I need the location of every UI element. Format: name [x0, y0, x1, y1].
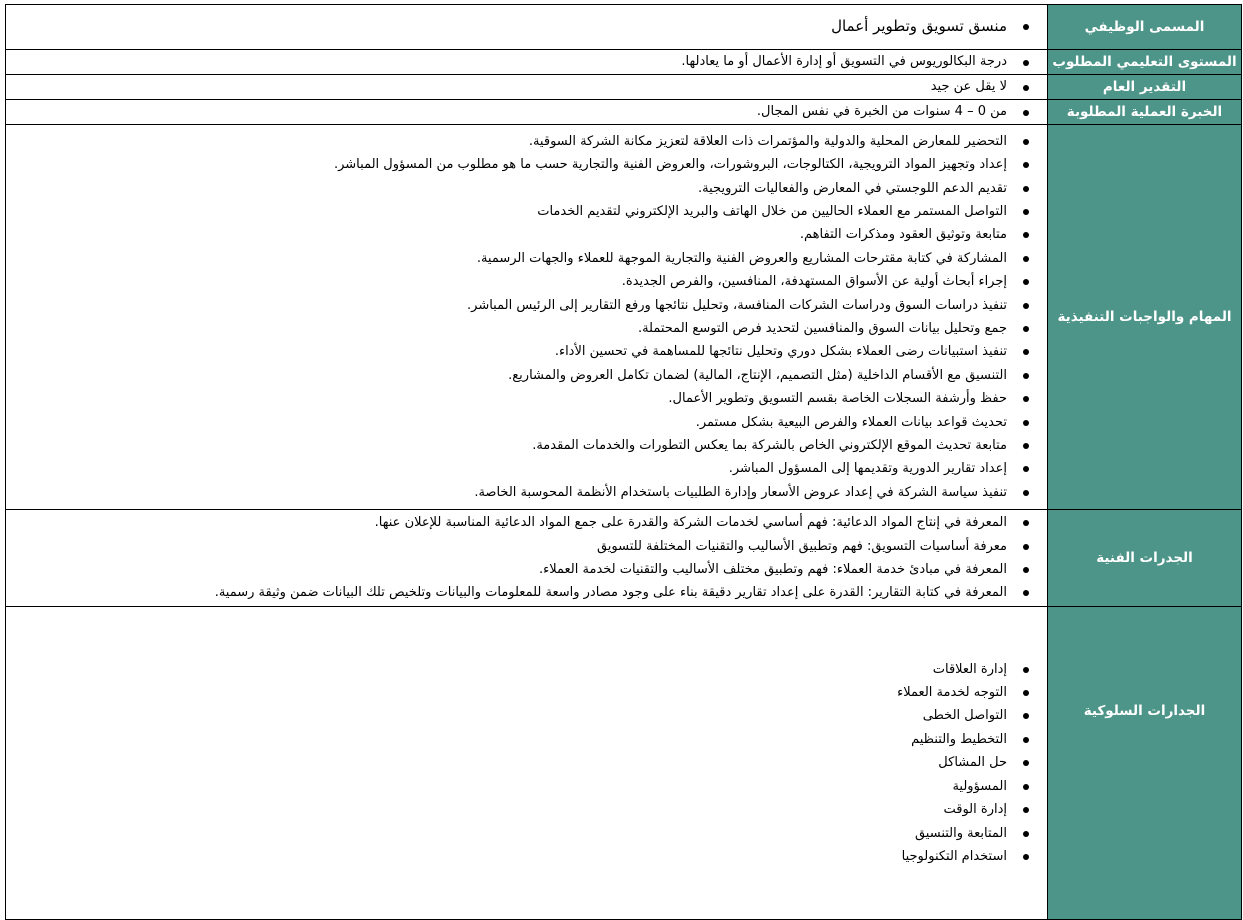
bullet-icon: [1023, 443, 1029, 449]
list-item: [6, 411, 1029, 434]
list-item: [6, 728, 1029, 751]
row-education-level: [6, 50, 1242, 75]
row-technical-competencies: [6, 510, 1242, 607]
list-item: [6, 845, 1029, 868]
bullet-icon: [1023, 279, 1029, 285]
bullet-icon: [1023, 713, 1029, 719]
item-text: تحديث قواعد بيانات العملاء والفرص البيعية بشكل مستمر.: [695, 414, 1007, 430]
item-text: المشاركة في كتابة مقترحات المشاريع والعروض الفنية والتجارية الموجهة للعملاء والجهات الرسمية.: [476, 250, 1007, 266]
item-text: إدارة الوقت: [943, 802, 1007, 818]
bullet-list: [6, 15, 1047, 38]
list-item: [6, 247, 1029, 270]
row-label: الجدرات الفنية: [1048, 510, 1242, 607]
row-required-experience: [6, 100, 1242, 125]
row-job-title: [6, 5, 1242, 50]
bullet-icon: [1023, 520, 1029, 526]
item-text: التنسيق مع الأقسام الداخلية (مثل التصميم، الإنتاج، المالية) لضمان تكامل العروض والمشاريع.: [508, 367, 1007, 383]
bullet-icon: [1023, 139, 1029, 145]
list-item: [6, 481, 1029, 504]
item-text: جمع وتحليل بيانات السوق والمنافسين لتحديد فرص التوسع المحتملة.: [637, 321, 1007, 336]
item-text: متابعة تحديث الموقع الإلكتروني الخاص بالشركة بما يعكس التطورات والخدمات المقدمة.: [532, 438, 1007, 454]
item-text: درجة البكالوريوس في التسويق أو إدارة الأعمال أو ما يعادلها.: [681, 54, 1007, 69]
item-text: إجراء أبحاث أولية عن الأسواق المستهدفة، المنافسين، والفرص الجديدة.: [621, 274, 1007, 290]
bullet-icon: [1023, 326, 1029, 332]
list-item: [6, 153, 1029, 176]
row-label: المسمى الوظيفي: [1048, 5, 1242, 50]
bullet-icon: [1023, 760, 1029, 766]
list-item: [6, 581, 1029, 604]
item-text: حفظ وأرشفة السجلات الخاصة بقسم التسويق وتطوير الأعمال.: [668, 391, 1007, 407]
item-text: التواصل المستمر مع العملاء الحاليين من خلال الهاتف والبريد الإلكتروني لتقديم الخدمات: [537, 203, 1007, 219]
bullet-icon: [1023, 807, 1029, 813]
bullet-icon: [1023, 420, 1029, 426]
bullet-list: [6, 51, 1047, 73]
item-text: المعرفة في إنتاج المواد الدعائية: فهم أساسي لخدمات الشركة والقدرة على جمع المواد الدعائية المناسبة للإعلان عنها.: [374, 515, 1007, 531]
item-text: تنفيذ سياسة الشركة في إعداد عروض الأسعار وإدارة الطلبيات باستخدام الأنظمة المحوسبة الخاصة.: [474, 484, 1007, 500]
list-item: [6, 387, 1029, 410]
list-item: [6, 751, 1029, 774]
list-item: [6, 704, 1029, 727]
item-text: تنفيذ دراسات السوق ودراسات الشركات المنافسة، وتحليل نتائجها ورفع التقارير إلى الرئيس المباشر.: [467, 297, 1007, 313]
bullet-icon: [1023, 85, 1029, 91]
row-label: الجدارات السلوكية: [1048, 607, 1242, 920]
bullet-icon: [1023, 232, 1029, 238]
item-text: إعداد وتجهيز المواد الترويجية، الكتالوجات، البروشورات، والعروض الفنية والتجارية حسب ما هو مطلوب من المسؤول المباشر.: [333, 157, 1007, 173]
row-content: [6, 100, 1048, 125]
list-item: [6, 457, 1029, 480]
list-item: [6, 223, 1029, 246]
bullet-icon: [1023, 544, 1029, 550]
bullet-icon: [1023, 466, 1029, 472]
list-item: [6, 294, 1029, 317]
bullet-icon: [1023, 567, 1029, 573]
list-item: [6, 775, 1029, 798]
row-content: [6, 5, 1048, 50]
list-item: [6, 51, 1029, 73]
row-general-grade: [6, 75, 1242, 100]
row-tasks-duties: [6, 125, 1242, 510]
bullet-list: [6, 658, 1047, 869]
bullet-icon: [1023, 490, 1029, 496]
list-item: [6, 101, 1029, 123]
list-item: [6, 76, 1029, 98]
item-text: منسق تسويق وتطوير أعمال: [831, 17, 1007, 36]
item-text: المسؤولية: [952, 778, 1007, 794]
item-text: التحضير للمعارض المحلية والدولية والمؤتمرات ذات العلاقة لتعزيز مكانة الشركة السوقية.: [528, 133, 1007, 149]
bullet-list: [6, 76, 1047, 98]
bullet-icon: [1023, 373, 1029, 379]
list-item: [6, 798, 1029, 821]
item-text: التواصل الخطى: [922, 708, 1007, 724]
bullet-list: [6, 511, 1047, 605]
item-text: المتابعة والتنسيق: [914, 825, 1007, 841]
row-behavioral-competencies: [6, 607, 1242, 920]
item-text: استخدام التكنولوجيا: [901, 848, 1007, 864]
list-item: [6, 200, 1029, 223]
row-content: [6, 510, 1048, 607]
item-text: من 0 – 4 سنوات من الخبرة في نفس المجال.: [756, 104, 1007, 119]
list-item: [6, 130, 1029, 153]
item-text: المعرفة في كتابة التقارير: القدرة على إعداد تقارير دقيقة بناء على وجود مصادر واسعة للمعلومات والبيانات وتلخيص تلك البيانات ضمن وثيقة رسمية.: [214, 585, 1007, 601]
list-item: [6, 317, 1029, 340]
list-item: [6, 364, 1029, 387]
bullet-icon: [1023, 396, 1029, 402]
row-content: [6, 75, 1048, 100]
item-text: المعرفة في مبادئ خدمة العملاء: فهم وتطبيق مختلف الأساليب والتقنيات لخدمة العملاء.: [539, 562, 1007, 577]
bullet-icon: [1023, 784, 1029, 790]
bullet-icon: [1023, 60, 1029, 66]
row-label: التقدير العام: [1048, 75, 1242, 100]
row-content: [6, 125, 1048, 510]
bullet-icon: [1023, 737, 1029, 743]
list-item: [6, 658, 1029, 681]
bullet-icon: [1023, 209, 1029, 215]
bullet-icon: [1023, 667, 1029, 673]
item-text: إدارة العلاقات: [932, 661, 1007, 677]
row-label: المهام والواجبات التنفيذية: [1048, 125, 1242, 510]
list-item: [6, 535, 1029, 558]
bullet-list: [6, 101, 1047, 123]
list-item: [6, 511, 1029, 534]
row-label: الخبرة العملية المطلوبة: [1048, 100, 1242, 125]
item-text: إعداد تقارير الدورية وتقديمها إلى المسؤول المباشر.: [728, 461, 1007, 477]
item-text: تقديم الدعم اللوجستي في المعارض والفعاليات الترويجية.: [698, 180, 1007, 196]
list-item: [6, 15, 1029, 38]
item-text: التوجه لخدمة العملاء: [897, 685, 1007, 701]
list-item: [6, 681, 1029, 704]
bullet-list: [6, 130, 1047, 505]
list-item: [6, 558, 1029, 581]
row-content: [6, 50, 1048, 75]
list-item: [6, 434, 1029, 457]
bullet-icon: [1023, 162, 1029, 168]
item-text: التخطيط والتنظيم: [911, 731, 1007, 747]
list-item: [6, 177, 1029, 200]
bullet-icon: [1023, 590, 1029, 596]
job-description-table: [5, 4, 1242, 920]
row-content: [6, 607, 1048, 920]
bullet-icon: [1023, 256, 1029, 262]
list-item: [6, 340, 1029, 363]
bullet-icon: [1023, 349, 1029, 355]
row-label: المستوى التعليمي المطلوب: [1048, 50, 1242, 75]
item-text: معرفة أساسيات التسويق: فهم وتطبيق الأساليب والتقنيات المختلفة للتسويق: [596, 538, 1007, 554]
bullet-icon: [1023, 110, 1029, 116]
item-text: متابعة وتوثيق العقود ومذكرات التفاهم.: [799, 227, 1007, 243]
bullet-icon: [1023, 854, 1029, 860]
bullet-icon: [1023, 690, 1029, 696]
bullet-icon: [1023, 186, 1029, 192]
item-text: تنفيذ استبيانات رضى العملاء بشكل دوري وتحليل نتائجها للمساهمة في تحسين الأداء.: [554, 344, 1007, 360]
item-text: لا يقل عن جيد: [930, 79, 1007, 94]
item-text: حل المشاكل: [938, 755, 1007, 771]
bullet-icon: [1023, 24, 1029, 30]
list-item: [6, 822, 1029, 845]
list-item: [6, 270, 1029, 293]
bullet-icon: [1023, 303, 1029, 309]
